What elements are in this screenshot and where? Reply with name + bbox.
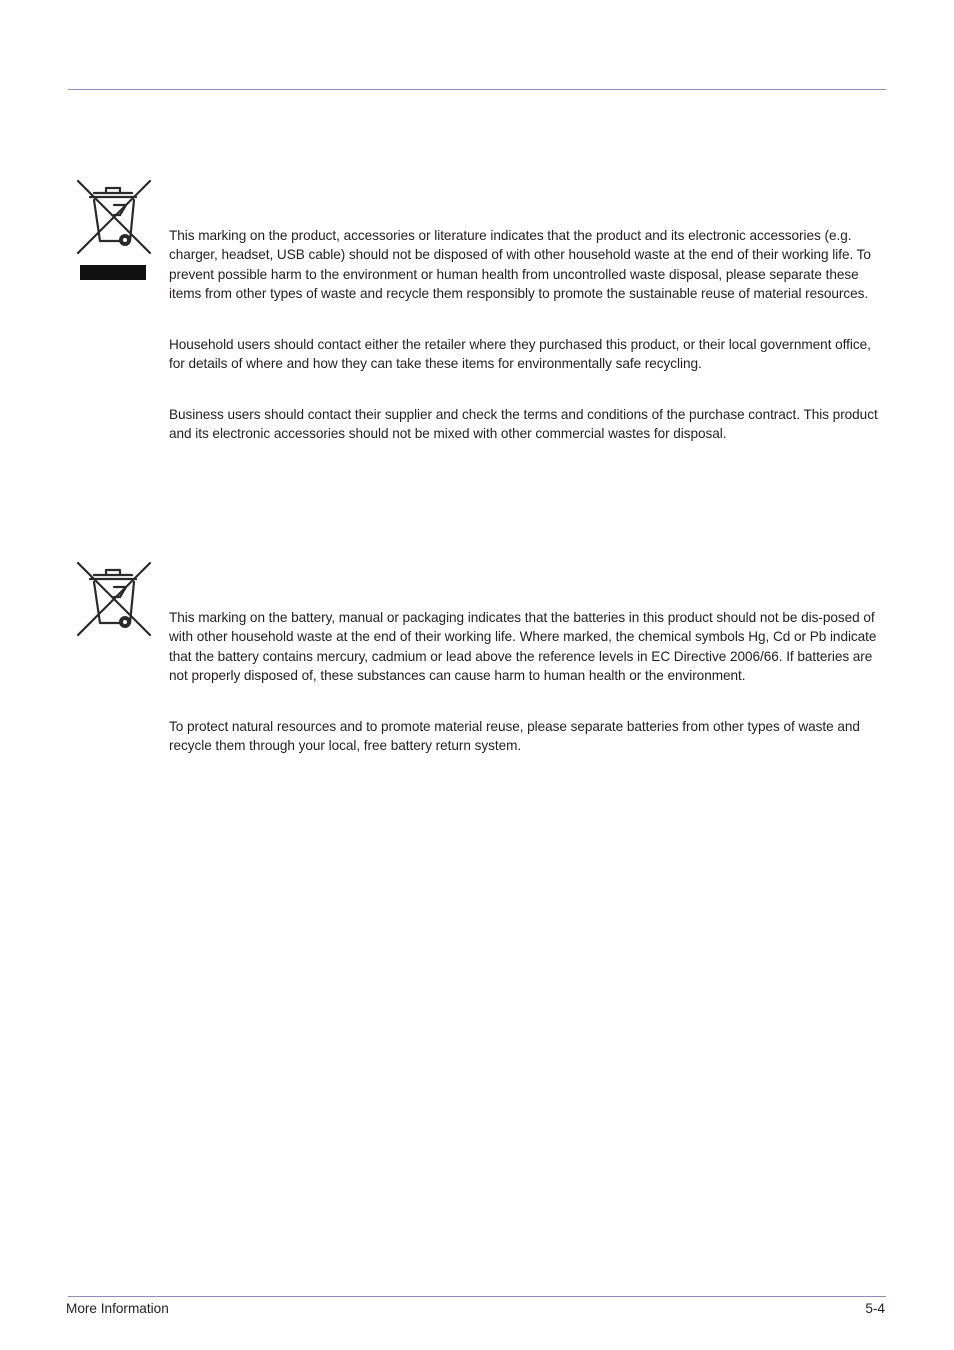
paragraph: To protect natural resources and to promote material reuse, please separate batteries from other types of waste and recycle them through your local, free battery return system. — [169, 718, 860, 754]
footer-rule — [68, 1296, 886, 1297]
header-rule — [68, 89, 886, 90]
weee-section — [169, 226, 881, 475]
paragraph: Business users should contact their supplier and check the terms and conditions of the purchase contract. This product and its electronic accessories should not be mixed with other commercial wastes for disposal. — [169, 406, 878, 442]
paragraph: Household users should contact either the retailer where they purchased this product, or their local government office, for details of where and how they can take these items for environmentally safe recycling. — [169, 336, 871, 372]
crossed-out-wheelie-bin-icon — [76, 561, 152, 639]
footer-section-name: More Information — [66, 1301, 169, 1316]
paragraph: This marking on the product, accessories or literature indicates that the product and its electronic accessories (e.g. charger, headset, USB cable) should not be disposed of with other household waste at the end of their working life. To prevent possible harm to the environment or human health from uncontrolled waste disposal, please separate these items from other types of waste and recycle them responsibly to promote the sustainable reuse of material resources. — [169, 228, 871, 301]
page-number: 5-4 — [865, 1301, 885, 1316]
crossed-out-wheelie-bin-with-bar-icon — [76, 179, 152, 283]
paragraph: This marking on the battery, manual or packaging indicates that the batteries in this product should not be dis-posed of with other household waste at the end of their working life. Where marked, the chemical symbols Hg, Cd or Pb indicate that the battery contains mercury, cadmium or lead above the reference levels in EC Directive 2006/66. If batteries are not properly disposed of, these substances can cause harm to human health or the environment. — [169, 610, 877, 683]
battery-disposal-section — [169, 608, 881, 787]
